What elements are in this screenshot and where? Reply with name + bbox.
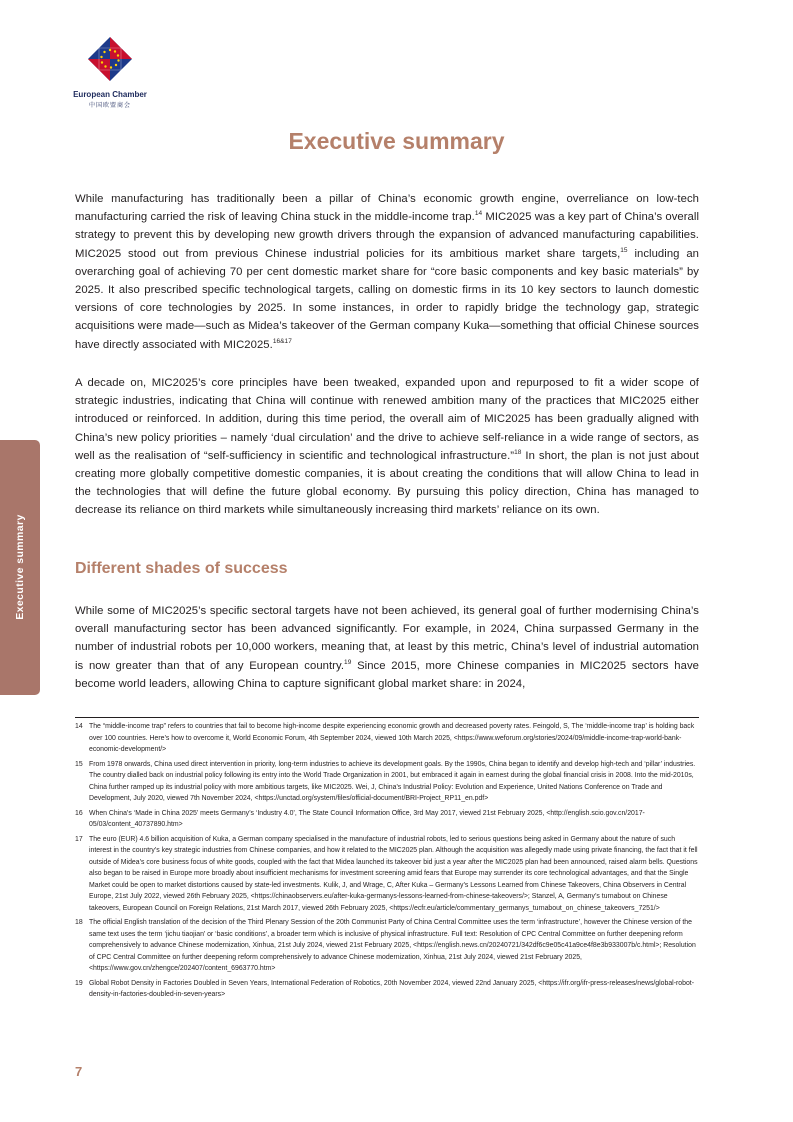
footnote-text: The “middle-income trap” refers to countries that fail to become high-income despite experiencing economic growth and decreased poverty rates. Feingold, S, The ‘middle-income trap’ is holding back over 100 countries. Here’s how to overcome it, World Economic Forum, 4th September 2024, viewed 10th March 2025, <https://www.weforum.org/stories/2024/09/middle-income-trap-world-bank-economic-development/> [89, 723, 695, 753]
footnote-number: 16 [75, 809, 83, 817]
section-subheading: Different shades of success [75, 560, 288, 577]
footnote [75, 808, 699, 831]
section-side-tab-label: Executive summary [14, 514, 26, 620]
footnote [75, 759, 699, 805]
european-chamber-logo [70, 36, 150, 108]
footnote-number: 15 [75, 760, 83, 768]
footnotes [75, 721, 699, 1004]
footnote [75, 721, 699, 756]
footnote-number: 18 [75, 919, 83, 926]
footnote-ref[interactable]: 19 [344, 658, 352, 666]
footnote [75, 917, 699, 975]
footnote-text: The official English translation of the decision of the Third Plenary Session of the 20th Communist Party of China Central Committee uses the term ‘infrastructure’, however the Chinese version of the same text uses the term ‘jichu tiaojian’ or ‘basic conditions’, a broader term which is inclusive of physical infrastructure. Full text: Resolution of CPC Central Committee on further deepening reform comprehensively to advance Chinese modernization, Xinhua, 21st July 2024, viewed 21st February 2025, <https://english.news.cn/20240721/342df6c9e05c41a9ce4f8e3b933007b/c.html>; Resolution of CPC Central Committee on further deepening reform comprehensively to advance Chinese modernization, Xinhua, 21st July 2024, viewed 21st February 2025, <https://www.gov.cn/zhengce/202407/content_6963770.htm> [89, 919, 696, 972]
footnote-ref[interactable]: 18 [514, 449, 522, 457]
logo-name: European Chamber [73, 90, 147, 99]
footnote-ref[interactable]: 16&17 [272, 337, 292, 345]
body-paragraph-2: A decade on, MIC2025’s core principles have been tweaked, expanded upon and repurposed to fit a wider scope of strategic industries, indicating that China will continue with renewed ambition many of the practices that MIC2025 either introduced or reinforced. In addition, during this time period, the overall aim of MIC2025 has been gradually aligned with China’s new policy priorities – namely ‘dual circulation’ and the drive to achieve self-reliance in a wide range of sectors, as well as the realisation of “self-sufficiency in scientific and technological infrastructure.”$^{18}$ In short, the plan is not just about creating more globally competitive domestic companies, it is about creating the conditions that will allow China to lead in the technologies that will define the future global economy. By pursuing this policy direction, China has managed to decrease its reliance on third markets while simultaneously increasing third markets’ reliance on its own. [75, 377, 699, 517]
footnote-ref[interactable]: 15 [620, 246, 628, 254]
footnote-number: 14 [75, 723, 83, 730]
body-paragraph-1: While manufacturing has traditionally been a pillar of China’s economic growth engine, overreliance on low-tech manufacturing carried the risk of leaving China stuck in the middle-income trap.$^{14}$ MIC2025 was a key part of China’s overall strategy to prevent this by developing new growth drivers through the expansion of advanced manufacturing capabilities. MIC2025 stood out from previous Chinese industrial policies for its ambitious market share targets,$^{15}$ including an overarching goal of achieving 70 per cent domestic market share for “core basic components and key basic materials” by 2025. It also prescribed specific technological targets, calling on domestic firms in its 10 key sectors to launch domestic versions of core technologies by 2025. In some instances, in order to rapidly bridge the technology gap, strategic acquisitions were made—such as Midea’s takeover of the German company Kuka—something that official Chinese sources have directly associated with MIC2025.$^{16\&17}$ [75, 193, 700, 351]
footnote-text: When China’s ‘Made in China 2025’ meets Germany’s ‘Industry 4.0’, The State Council Information Office, 3rd May 2017, viewed 21st February 2025, <http://english.scio.gov.cn/2017-05/03/content_40737890.htm> [89, 809, 645, 828]
footnote-divider [75, 717, 699, 718]
footnote-number: 19 [75, 979, 83, 987]
logo-chinese-name: 中国欧盟商会 [88, 103, 131, 109]
footnote-text: From 1978 onwards, China used direct intervention in priority, long-term industries to achieve its development goals. By the 1990s, China began to identify and develop high-tech and ‘pillar’ industries. The country dialled back on industrial policy following its entry into the World Trade Organization in 2001, but embraced it again in earnest during the global financial crisis in 2008. Into the mid-2010s, China further ramped up its industrial policy with more ambitious targets, like MIC2025. Wei, J, China’s Industrial Policy: Evolution and Experience, United Nations Conference on Trade and Development, July 2020, viewed 7th November 2024, <https://unctad.org/system/files/official-document/BRI-Project_RP11_en.pdf> [89, 760, 696, 802]
eu-chamber-emblem-icon [87, 36, 133, 82]
footnote [75, 978, 699, 1001]
footnote [75, 834, 699, 915]
footnote-ref[interactable]: 14 [474, 210, 483, 218]
page-number: 7 [75, 1064, 83, 1079]
footnote-text: The euro (EUR) 4.6 billion acquisition of Kuka, a German company specialised in the manufacture of industrial robots, led to serious questions being asked in Germany about the nature of such interest in the country’s key strategic industries from Chinese companies, and how it related to the MIC2025 plan. Although the acquisition was allegedly made using private financing, the fact that it fell outside of Midea’s core business focus of white goods, coupled with the fact that Midea launched its takeover bid just a year after the MIC2025 plan had been announced, raised alarm bells. Questions also began to be raised in Europe more broadly about insufficient mechanisms for investment screening amid fears that Europe may surrender its core technological advantages, and that the Single Market could be open to market distortions caused by state-led investments. Kulik, J, and Wrage, C, After Kuka – Germany’s Lessons Learned from Chinese Takeovers, China Observers in Central Europe, 21st July 2022, viewed 26th February 2025, <https://chinaobservers.eu/after-kuka-germanys-lessons-learned-from-chinese-takeovers/>; Stanzel, A, Germany’s turnabout on Chinese takeovers, European Council on Foreign Relations, 21st March 2017, viewed 26th February 2025, <https://ecfr.eu/article/commentary_germanys_turnabout_on_chinese_takeovers_7251/> [89, 835, 698, 912]
body-paragraph-3: While some of MIC2025’s specific sectoral targets have not been achieved, its general goal of further modernising China’s overall manufacturing sector has been advanced significantly. For example, in 2024, China surpassed Germany in the number of industrial robots per 10,000 workers, meaning that, at least by this metric, China’s level of industrial automation is now greater than that of any European country.$^{19}$ Since 2015, more Chinese companies in MIC2025 sectors have become world leaders, allowing China to capture significant global market share: in 2024, [75, 605, 699, 690]
footnote-text: Global Robot Density in Factories Doubled in Seven Years, International Federation of Robotics, 20th November 2024, viewed 22nd January 2025, <https://ifr.org/ifr-press-releases/news/global-robot-density-in-factories-doubled-in-seven-years> [89, 979, 694, 998]
page-title: Executive summary [288, 128, 505, 154]
footnote-number: 17 [75, 835, 83, 843]
